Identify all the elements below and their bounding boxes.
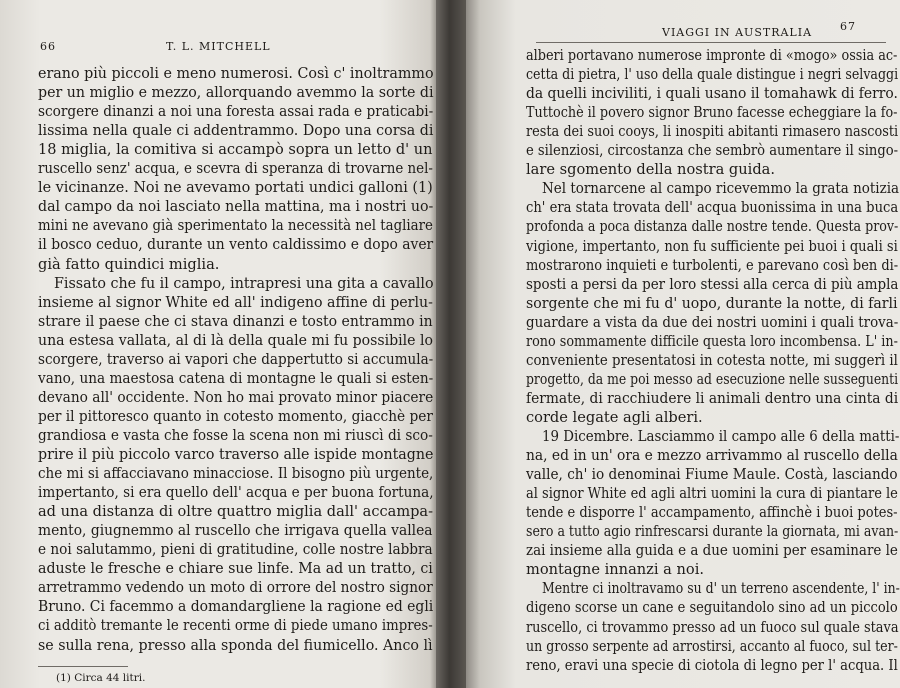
text-line: Fissato che fu il campo, intrapresi una gita a cavallo <box>54 274 434 292</box>
text-line: scorgere, traverso ai vapori che dappertutto si accumula- <box>38 350 434 368</box>
right-page-number: 67 <box>840 20 856 33</box>
text-line: mini ne avevano già sperimentato la necessità nel tagliare <box>38 217 433 235</box>
text-line: già fatto quindici miglia. <box>38 255 220 273</box>
text-line: na, ed in un' ora e mezzo arrivammo al ruscello della <box>526 447 898 465</box>
text-line: prire il più piccolo varco traverso alle ispide montagne <box>38 446 434 463</box>
text-line: scorgere dinanzi a noi una foresta assai rada e praticabi- <box>38 103 434 121</box>
text-line: che mi si affacciavano minacciose. Il bisogno più urgente, <box>38 465 434 483</box>
text-line: 18 miglia, la comitiva si accampò sopra un letto d' un <box>38 141 433 159</box>
text-line: reno, eravi una specie di ciotola di legno per l' acqua. Il <box>526 656 898 674</box>
text-line: sorgente che mi fu d' uopo, durante la notte, di farli <box>526 294 898 312</box>
text-line: Nel tornarcene al campo ricevemmo la grata notizia <box>542 180 900 198</box>
text-line: lare sgomento della nostra guida. <box>526 161 775 179</box>
text-line: mento, giugnemmo al ruscello che irrigava quella vallea <box>38 522 433 540</box>
text-line: valle, ch' io denominai Fiume Maule. Costà, lasciando <box>526 466 898 484</box>
text-line: ad una distanza di oltre quattro miglia dall' accampa- <box>38 503 434 521</box>
text-line: un grosso serpente ad arrostirsi, accanto al fuoco, sul ter- <box>526 637 898 655</box>
text-line: digeno scorse un cane e seguitandolo sino ad un piccolo <box>526 599 898 617</box>
text-line: Tuttochè il povero signor Bruno facesse echeggiare la fo- <box>526 104 898 122</box>
text-line: ruscello senz' acqua, e scevra di speranza di trovarne nel- <box>38 160 433 178</box>
right-running-head: VIAGGI IN AUSTRALIA <box>662 26 813 39</box>
text-line: corde legate agli alberi. <box>526 408 703 426</box>
text-line: Mentre ci inoltravamo su d' un terreno ascendente, l' in- <box>542 580 900 598</box>
text-line: tende e disporre l' accampamento, affinchè i buoi potes- <box>526 504 898 522</box>
text-line: zai insieme alla guida e a due uomini per esaminare le <box>526 542 898 560</box>
text-line: ci additò tremante le recenti orme di piede umano impres- <box>38 617 433 635</box>
text-line: vano, una maestosa catena di montagne le quali si esten- <box>38 369 434 387</box>
text-line: devano all' occidente. Non ho mai provato minor piacere <box>38 388 434 406</box>
text-line: per un miglio e mezzo, allorquando avemmo la sorte di <box>38 84 434 102</box>
left-page <box>0 0 436 688</box>
footnote-rule <box>38 666 128 667</box>
text-line: per il pittoresco quanto in cotesto momento, giacchè per <box>38 407 433 425</box>
text-line: da quelli inciviliti, i quali usano il tomahawk di ferro. <box>526 85 898 103</box>
text-line: erano più piccoli e meno numerosi. Così c' inoltrammo <box>38 65 434 82</box>
right-page <box>466 0 900 688</box>
text-line: e silenziosi, circostanza che sembrò aumentare il singo- <box>526 142 899 160</box>
text-line: sero a tutto agio rinfrescarsi durante la giornata, mi avan- <box>526 523 899 541</box>
text-line: se sulla rena, presso alla sponda del fiumicello. Anco lì <box>38 636 433 654</box>
text-line: le vicinanze. Noi ne avevamo portati undici galloni (1) <box>38 179 433 197</box>
text-line: il bosco ceduo, durante un vento caldissimo e dopo aver <box>38 236 434 254</box>
text-line: resta dei suoi cooys, li inospiti abitanti rimasero nascosti <box>526 123 899 141</box>
left-page-number: 66 <box>40 40 56 53</box>
text-line: montagne innanzi a noi. <box>526 561 704 579</box>
text-line: fermate, di racchiudere li animali dentro una cinta di <box>526 389 899 407</box>
text-line: una estesa vallata, al di là della quale mi fu possibile lo <box>38 331 433 349</box>
left-running-head: T. L. MITCHELL <box>166 40 271 53</box>
text-line: conveniente presentatosi in cotesta notte, mi suggerì il <box>526 351 898 369</box>
text-line: profonda a poca distanza dalle nostre tende. Questa prov- <box>526 218 899 236</box>
text-line: aduste le fresche e chiare sue linfe. Ma ad un tratto, ci <box>38 560 433 578</box>
text-line: insieme al signor White ed all' indigeno affine di perlu- <box>38 293 433 311</box>
text-line: ruscello, ci trovammo presso ad un fuoco sul quale stava <box>526 618 899 636</box>
text-line: Bruno. Ci facemmo a domandargliene la ragione ed egli <box>38 598 434 616</box>
text-line: mostrarono inquieti e turbolenti, e parevano così ben di- <box>526 256 899 274</box>
text-line: e noi salutammo, pieni di gratitudine, colle nostre labbra <box>38 541 433 559</box>
text-line: impertanto, si era quello dell' acqua e per buona fortuna, <box>38 484 434 502</box>
header-rule <box>536 42 886 43</box>
book-gutter <box>436 0 466 688</box>
text-line: guardare a vista da due dei nostri uomini i quali trova- <box>526 313 899 331</box>
text-line: ch' era stata trovata dell' acqua buonissima in una buca <box>526 199 899 217</box>
text-line: al signor White ed agli altri uomini la cura di piantare le <box>526 485 898 503</box>
text-line: vigione, impertanto, non fu sufficiente pei buoi i quali si <box>526 237 898 255</box>
text-line: alberi portavano numerose impronte di «mogo» ossia ac- <box>526 47 898 64</box>
text-line: 19 Dicembre. Lasciammo il campo alle 6 della matti- <box>542 428 900 445</box>
text-line: rono sommamente difficile questa loro incombensa. L' in- <box>526 332 898 350</box>
text-line: grandiosa e vasta che fosse la scena non mi riuscì di sco- <box>38 426 433 444</box>
text-line: strare il paese che ci stava dinanzi e tosto entrammo in <box>38 312 433 330</box>
text-line: lissima nella quale ci addentrammo. Dopo una corsa di <box>38 122 434 140</box>
text-line: arretrammo vedendo un moto di orrore del nostro signor <box>38 579 433 597</box>
text-line: sposti a persi da per loro stessi alla cerca di più ampla <box>526 275 899 293</box>
text-line: progetto, da me poi messo ad esecuzione nelle susseguenti <box>526 370 899 388</box>
text-line: dal campo da noi lasciato nella mattina, ma i nostri uo- <box>38 198 434 216</box>
text-line: cetta di pietra, l' uso della quale distingue i negri selvaggi <box>526 66 899 84</box>
left-footnote: (1) Circa 44 litri. <box>56 672 146 684</box>
